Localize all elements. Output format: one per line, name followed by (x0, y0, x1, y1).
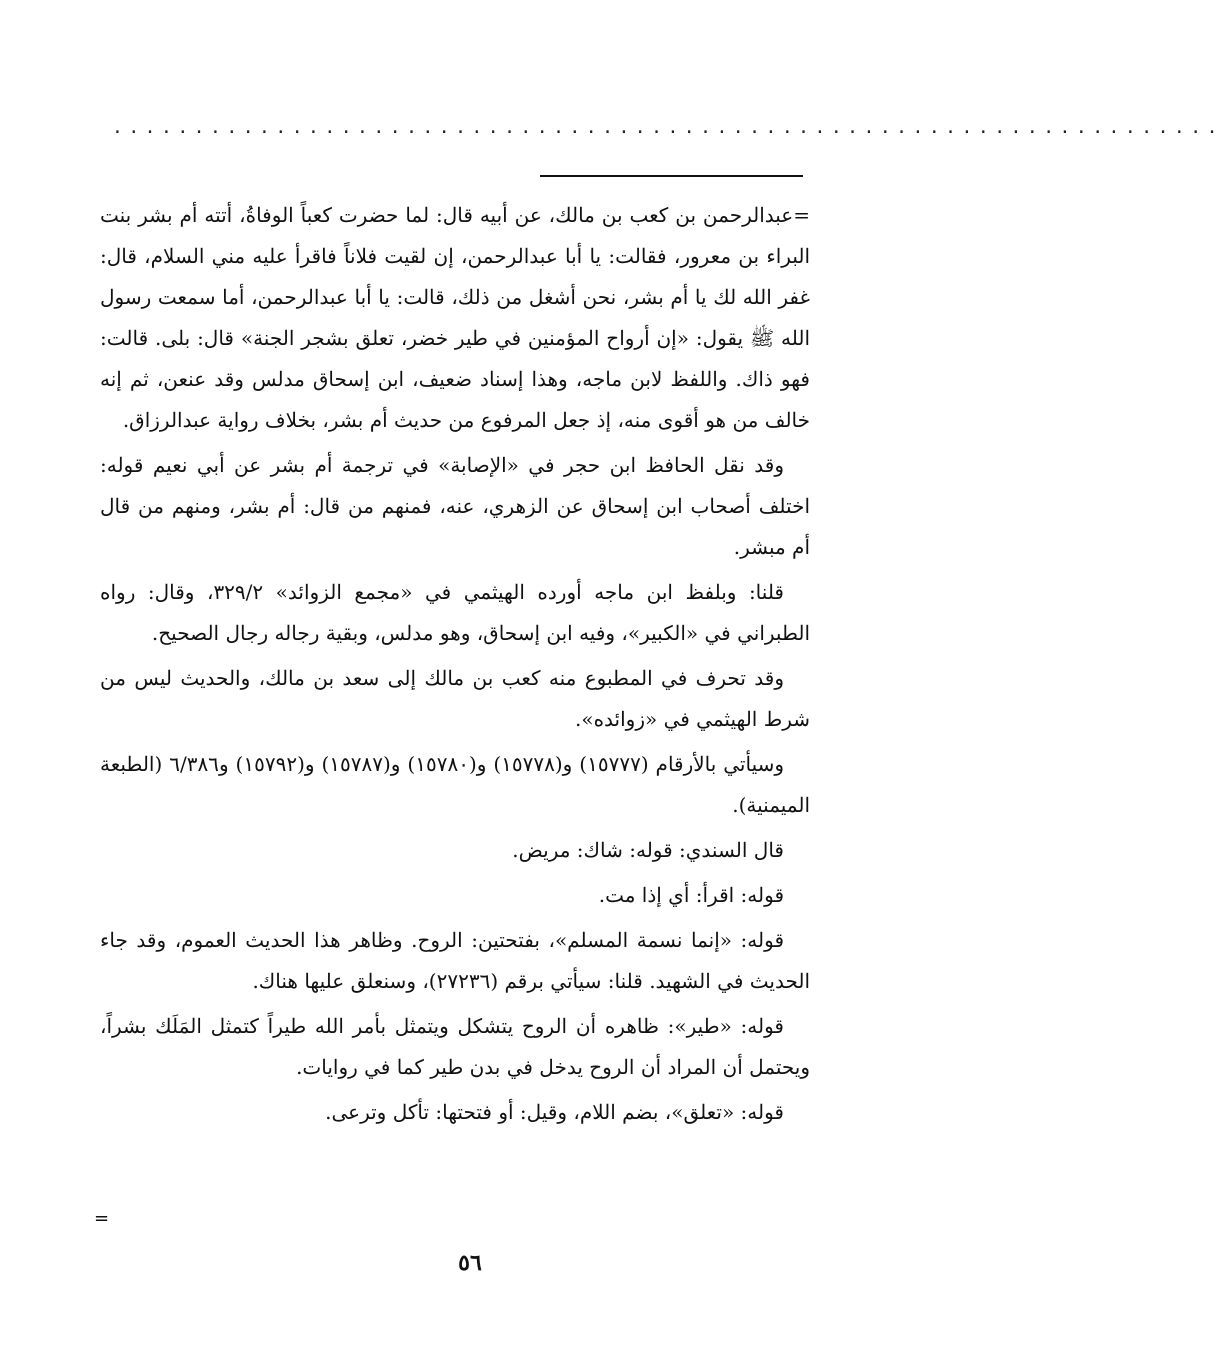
paragraph-6: قال السندي: قوله: شاك: مريض. (512, 838, 784, 862)
paragraph-3: قلنا: وبلفظ ابن ماجه أورده الهيثمي في «مجمع الزوائد» ٣٢٩/٢، وقال: رواه الطبراني في «الكبير»، وفيه ابن إسحاق، وهو مدلس، وبقية رجاله رجال الصحيح. (100, 580, 810, 645)
paragraph-1: =عبدالرحمن بن كعب بن مالك، عن أبيه قال: لما حضرت كعباً الوفاةُ، أتته أم بشر بنت البراء بن معرور، فقالت: يا أبا عبدالرحمن، إن لقيت فلاناً فاقرأ عليه مني السلام، قال: غفر الله لك يا أم بشر، نحن أشغل من ذلك، قالت: يا أبا عبدالرحمن، أما سمعت رسول الله ﷺ يقول: «إن أرواح المؤمنين في طير خضر، تعلق بشجر الجنة» قال: بلى. قالت: فهو ذاك. واللفظ لابن ماجه، وهذا إسناد ضعيف، ابن إسحاق مدلس وقد عنعن، ثم إنه خالف من هو أقوى منه، إذ جعل المرفوع من حديث أم بشر، بخلاف رواية عبدالرزاق. (100, 203, 810, 432)
paragraph-2: وقد نقل الحافظ ابن حجر في «الإصابة» في ترجمة أم بشر عن أبي نعيم قوله: اختلف أصحاب ابن إسحاق عن الزهري، عنه، فمنهم من قال: أم بشر، ومنهم من قال أم مبشر. (100, 453, 810, 559)
paragraph-8: قوله: «إنما نسمة المسلم»، بفتحتين: الروح. وظاهر هذا الحديث العموم، وقد جاء الحديث في الشهيد. قلنا: سيأتي برقم (٢٧٢٣٦)، وسنعلق عليها هناك. (100, 928, 810, 993)
footnote-separator-dots: .................................................................... (112, 117, 1223, 138)
paragraph-9: قوله: «طير»: ظاهره أن الروح يتشكل ويتمثل بأمر الله طيراً كتمثل المَلَك بشراً، ويحتمل أن المراد أن الروح يدخل في بدن طير كما في روايات. (100, 1014, 810, 1079)
paragraph-10: قوله: «تعلق»، بضم اللام، وقيل: أو فتحتها: تأكل وترعى. (325, 1100, 784, 1124)
paragraph-7: قوله: اقرأ: أي إذا مت. (598, 883, 784, 907)
footnote-text (100, 195, 810, 1137)
paragraph-5: وسيأتي بالأرقام (١٥٧٧٧) و(١٥٧٧٨) و(١٥٧٨٠) و(١٥٧٨٧) و(١٥٧٩٢) و٦/٣٨٦ (الطبعة الميمنية). (100, 752, 810, 817)
paragraph-4: وقد تحرف في المطبوع منه كعب بن مالك إلى سعد بن مالك، والحديث ليس من شرط الهيثمي في «زوائده». (100, 666, 810, 731)
footnote-rule (540, 175, 803, 177)
continuation-marker: = (94, 1208, 110, 1229)
page-number: ٥٦ (458, 1250, 482, 1276)
